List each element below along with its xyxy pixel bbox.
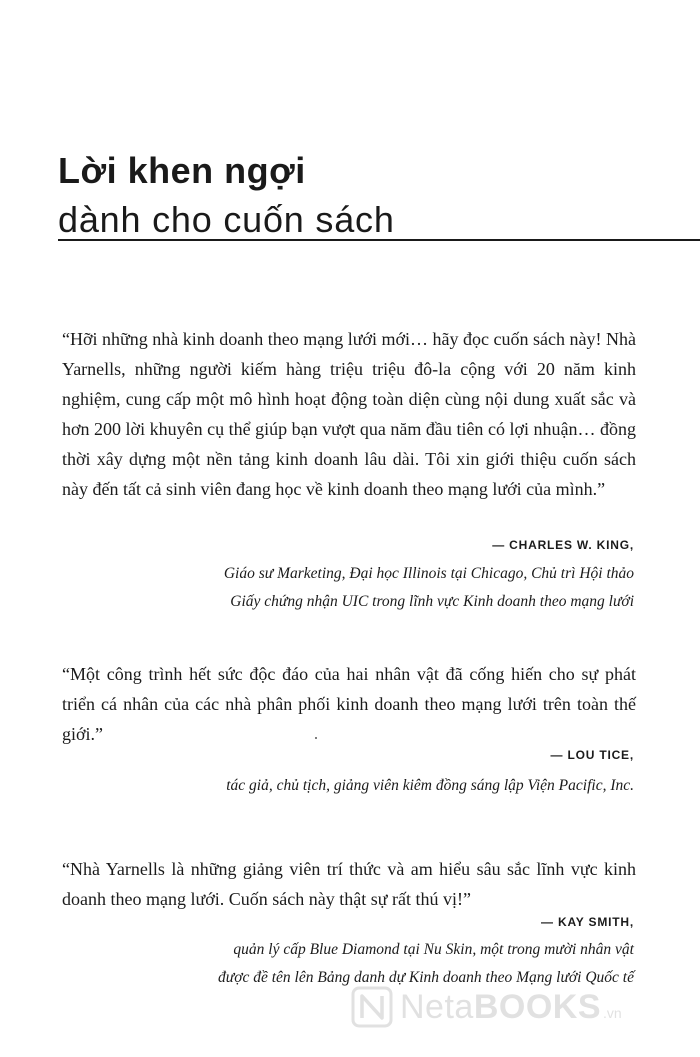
watermark-brand-light: Neta [400, 987, 474, 1026]
netabooks-logo-icon [350, 985, 394, 1029]
page-title: Lời khen ngợi [58, 150, 306, 191]
testimonial-author-2: — LOU TICE, [550, 748, 634, 762]
netabooks-watermark [350, 985, 622, 1029]
watermark-suffix: .vn [603, 1005, 622, 1021]
print-speck [315, 737, 317, 739]
testimonial-role-3-line-1: quản lý cấp Blue Diamond tại Nu Skin, một trong mười nhân vật [233, 941, 634, 958]
testimonial-role-1-line-2: Giấy chứng nhận UIC trong lĩnh vực Kinh doanh theo mạng lưới [230, 593, 634, 610]
testimonial-author-3: — KAY SMITH, [541, 915, 634, 929]
testimonial-quote-3: “Nhà Yarnells là những giảng viên trí thức và am hiểu sâu sắc lĩnh vực kinh doanh theo mạng lưới. Cuốn sách này thật sự rất thú vị!” [62, 859, 636, 909]
watermark-brand-bold: BOOKS [473, 987, 602, 1026]
testimonial-role-2 [74, 772, 634, 800]
watermark-brand [400, 988, 601, 1027]
testimonial-role-3 [74, 936, 634, 992]
testimonial-quote-1: “Hỡi những nhà kinh doanh theo mạng lưới mới… hãy đọc cuốn sách này! Nhà Yarnells, những người kiếm hàng triệu triệu đô-la cộng với 20 năm kinh nghiệm, cung cấp một mô hình hoạt động toàn diện cùng nội dung xuất sắc và hơn 200 lời khuyên cụ thể giúp bạn vượt qua năm đầu tiên có lợi nhuận… đồng thời xây dựng một nền tảng kinh doanh lâu dài. Tôi xin giới thiệu cuốn sách này đến tất cả sinh viên đang học về kinh doanh theo mạng lưới của mình.” [62, 329, 636, 499]
testimonial-role-1-line-1: Giáo sư Marketing, Đại học Illinois tại Chicago, Chủ trì Hội thảo [223, 565, 634, 582]
page-subtitle: dành cho cuốn sách [58, 199, 395, 240]
title-divider [58, 239, 700, 241]
testimonial-role-3-line-2: được đề tên lên Bảng danh dự Kinh doanh theo Mạng lưới Quốc tế [218, 969, 634, 986]
testimonial-author-1: — CHARLES W. KING, [492, 538, 634, 552]
testimonial-role-2-line-1: tác giả, chủ tịch, giảng viên kiêm đồng sáng lập Viện Pacific, Inc. [226, 777, 634, 794]
testimonial-role-1 [74, 560, 634, 616]
testimonial-quote-2: “Một công trình hết sức độc đáo của hai nhân vật đã cống hiến cho sự phát triển cá nhân của các nhà phân phối kinh doanh theo mạng lưới trên toàn thế giới.” [62, 664, 636, 744]
